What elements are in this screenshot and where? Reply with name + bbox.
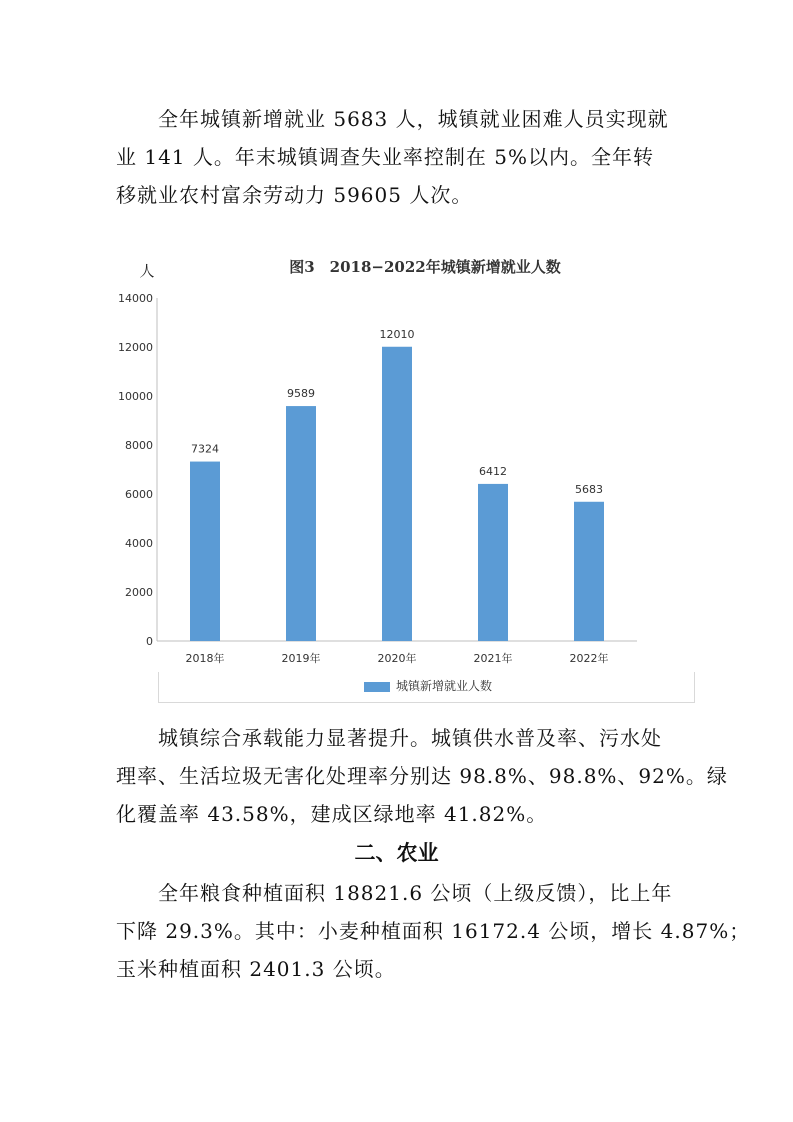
chart-canvas xyxy=(100,248,700,678)
paragraph-employment xyxy=(116,100,676,214)
bar-chart xyxy=(100,248,700,708)
x-tick-label: 2021年 xyxy=(473,652,513,665)
text-line: 城镇综合承载能力显著提升。城镇供水普及率、污水处 xyxy=(116,726,662,750)
legend-label: 城镇新增就业人数 xyxy=(396,679,493,693)
y-tick-label: 4000 xyxy=(125,537,153,550)
y-tick-label: 12000 xyxy=(118,341,153,354)
text-line: 全年城镇新增就业 5683 人，城镇就业困难人员实现就 xyxy=(116,107,669,131)
chart-title: 图3 2018−2022年城镇新增就业人数 xyxy=(289,258,561,276)
x-tick-label: 2018年 xyxy=(185,652,225,665)
y-tick-label: 8000 xyxy=(125,439,153,452)
legend-swatch xyxy=(364,682,390,692)
y-axis-label: 人 xyxy=(139,262,155,280)
paragraph-agriculture xyxy=(116,874,751,988)
y-tick-label: 10000 xyxy=(118,390,153,403)
section-heading: 二、农业 xyxy=(354,840,439,865)
paragraph-urban-capacity xyxy=(116,719,728,833)
data-label: 9589 xyxy=(287,387,315,401)
text-line: 理率、生活垃圾无害化处理率分别达 98.8%、98.8%、92%。绿 xyxy=(116,764,728,788)
data-label: 5683 xyxy=(575,482,603,496)
data-label: 7324 xyxy=(191,442,219,456)
text-line: 下降 29.3%。其中：小麦种植面积 16172.4 公顷，增长 4.87%； xyxy=(116,919,751,943)
chart-legend xyxy=(158,672,695,703)
x-tick-label: 2019年 xyxy=(281,652,321,665)
y-tick-label: 6000 xyxy=(125,488,153,501)
bar xyxy=(190,462,220,641)
text-line: 化覆盖率 43.58%，建成区绿地率 41.82%。 xyxy=(116,802,548,826)
y-tick-label: 2000 xyxy=(125,586,153,599)
bar xyxy=(478,484,508,641)
data-label: 12010 xyxy=(379,327,415,341)
text-line: 全年粮食种植面积 18821.6 公顷（上级反馈），比上年 xyxy=(116,881,673,905)
text-line: 移就业农村富余劳动力 59605 人次。 xyxy=(116,183,473,207)
y-tick-label: 0 xyxy=(146,635,153,648)
data-label: 6412 xyxy=(479,464,507,478)
bar xyxy=(382,347,412,641)
text-line: 业 141 人。年末城镇调查失业率控制在 5%以内。全年转 xyxy=(116,145,654,169)
text-line: 玉米种植面积 2401.3 公顷。 xyxy=(116,957,396,981)
x-tick-label: 2022年 xyxy=(569,652,609,665)
y-tick-label: 14000 xyxy=(118,292,153,305)
bar xyxy=(286,406,316,641)
bar xyxy=(574,502,604,641)
x-tick-label: 2020年 xyxy=(377,652,417,665)
